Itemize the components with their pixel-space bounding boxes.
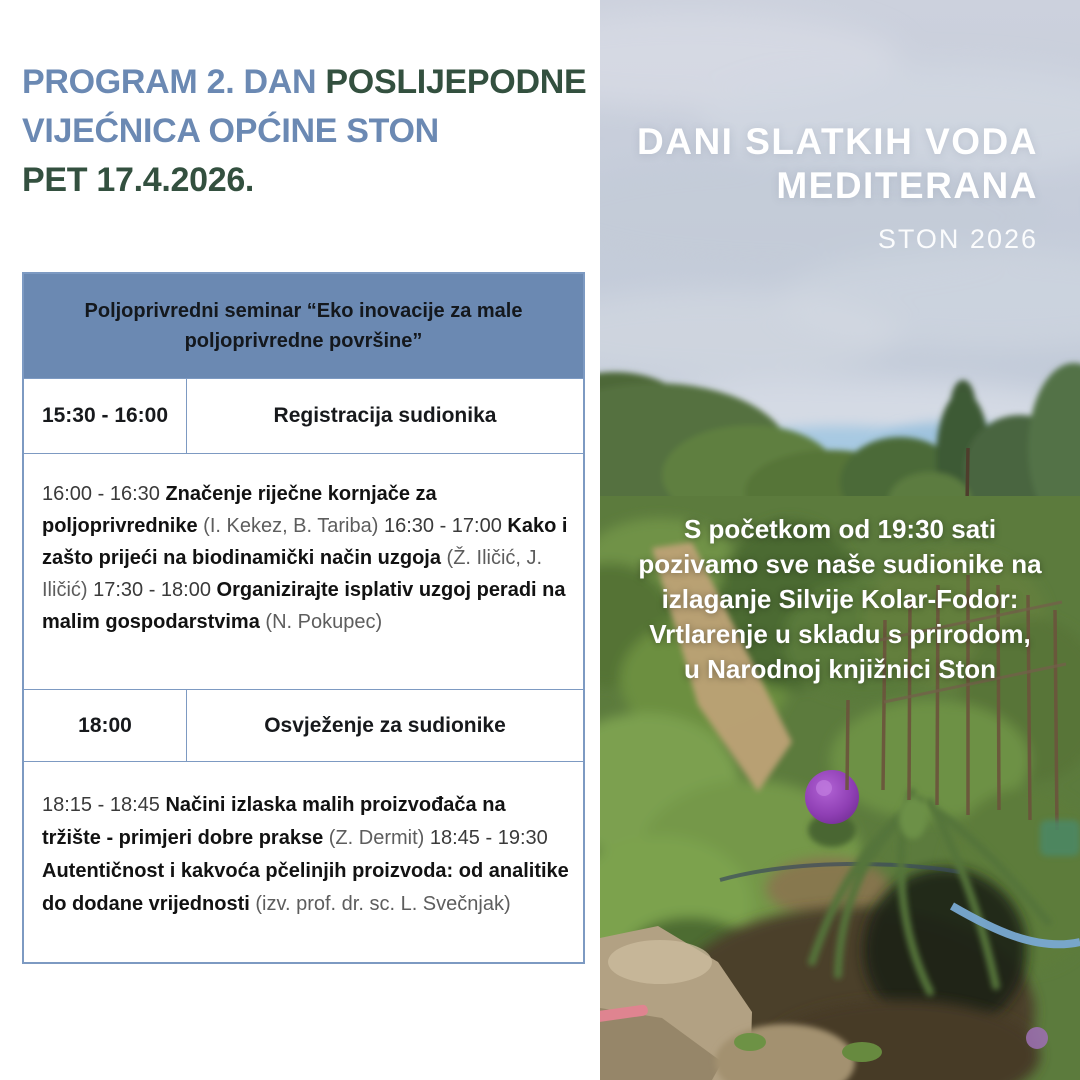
talk-time: 17:30 - 18:00 — [93, 579, 211, 601]
talk-title: Kako i zašto prijeći na biodinamički način uzgoja — [42, 515, 568, 569]
invite-line: pozivamo sve naše sudionike na — [638, 549, 1042, 579]
talk-speakers: (I. Kekez, B. Tariba) — [203, 515, 379, 537]
invite-line: izlaganje Silvije Kolar-Fodor: — [661, 584, 1019, 614]
headline-program-day: PROGRAM 2. DAN — [22, 63, 317, 101]
event-title-line-1: DANI SLATKIH VODA — [637, 121, 1038, 162]
invite-line: S početkom od 19:30 sati — [683, 514, 997, 544]
headline-date: PET 17.4.2026. — [22, 161, 255, 199]
page-title — [22, 58, 598, 205]
talk-title: Organizirajte isplativ uzgoj peradi na malim gospodarstvima — [42, 579, 566, 633]
invite-line: u Narodnoj knjižnici Ston — [684, 654, 996, 684]
talk-time: 16:30 - 17:00 — [383, 515, 502, 537]
schedule-table-header — [24, 274, 583, 378]
talk-speakers: (izv. prof. dr. sc. L. Svečnjak) — [255, 893, 511, 915]
talk-speakers: (Z. Dermit) — [328, 827, 425, 849]
event-title-line-2: MEDITERANA — [776, 165, 1038, 206]
title-cell: Registracija sudionika — [273, 404, 497, 427]
schedule-table — [22, 272, 585, 964]
talk-title: Načini izlaska malih proizvođača na tržište - primjeri dobre prakse — [42, 794, 506, 849]
poster-panel — [600, 0, 1080, 1080]
talk-time: 16:00 - 16:30 — [42, 483, 160, 505]
invite-line: Vrtlarenje u skladu s prirodom, — [649, 619, 1031, 649]
event-subtitle: STON 2026 — [877, 224, 1038, 254]
talk-speakers: (N. Pokupec) — [265, 611, 383, 633]
title-cell: Osvježenje za sudionike — [264, 713, 506, 737]
table-row-registration — [24, 378, 583, 453]
talk-time: 18:45 - 19:30 — [429, 827, 548, 849]
talk-title: Značenje riječne kornjače za poljoprivrednike — [42, 483, 437, 537]
headline-line-1 — [22, 58, 598, 107]
table-row-talks-1 — [24, 453, 583, 689]
talk-speakers: (Ž. Iličić, J. Iličić) — [42, 547, 543, 601]
talk-time: 18:15 - 18:45 — [42, 794, 160, 816]
time-cell: 18:00 — [24, 690, 187, 761]
evening-invite-text — [614, 512, 1066, 687]
table-row-refreshments — [24, 689, 583, 761]
headline-afternoon: POSLIJEPODNE — [325, 63, 587, 101]
headline-venue: VIJEĆNICA OPĆINE STON — [22, 112, 439, 150]
talk-title: Autentičnost i kakvoća pčelinjih proizvoda: od analitike do dodane vrijednosti — [42, 860, 569, 915]
event-title — [637, 120, 1038, 208]
table-row-talks-2 — [24, 761, 583, 962]
seminar-title: Poljoprivredni seminar “Eko inovacije za male poljoprivredne površine” — [84, 300, 523, 352]
time-cell: 15:30 - 16:00 — [24, 379, 187, 453]
